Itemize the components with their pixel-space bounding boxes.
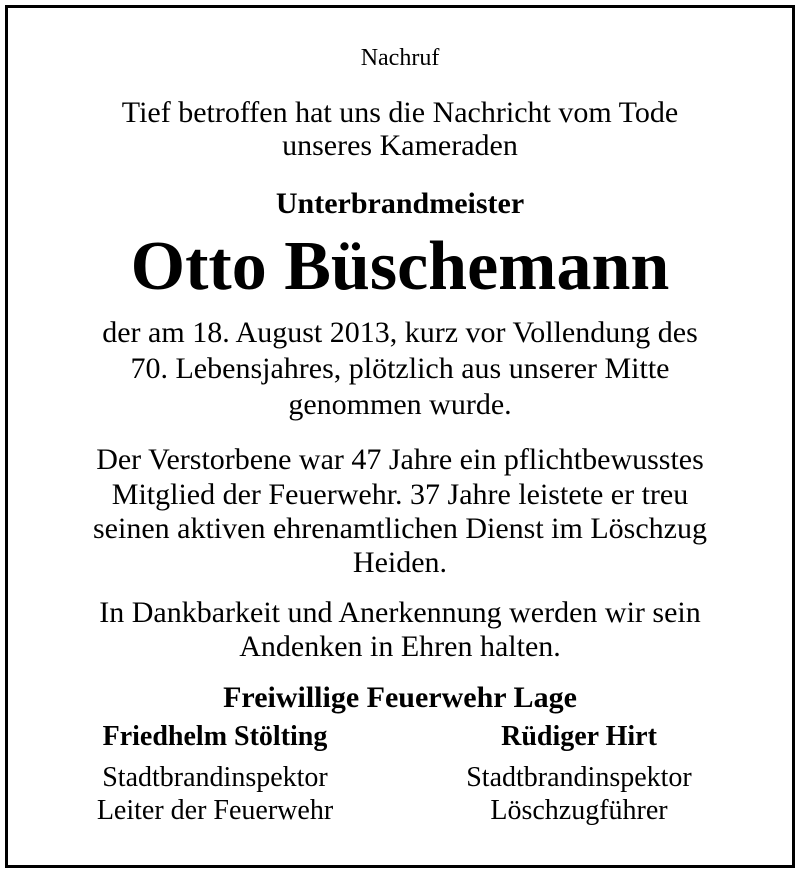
signatory-2-role: Löschzugführer bbox=[490, 795, 668, 826]
service-line-1: Der Verstorbene war 47 Jahre ein pflichtbewusstes bbox=[96, 443, 704, 476]
intro-line-2: unseres Kameraden bbox=[282, 129, 518, 162]
intro-line-1: Tief betroffen hat uns die Nachricht vom Tode bbox=[121, 96, 679, 129]
closing-line-1: In Dankbarkeit und Anerkennung werden wir sein bbox=[99, 596, 701, 629]
service-line-2: Mitglied der Feuerwehr. 37 Jahre leistete er treu bbox=[111, 478, 689, 511]
closing-line-2: Andenken in Ehren halten. bbox=[239, 630, 561, 663]
signatory-2-title: Stadtbrandinspektor bbox=[466, 762, 692, 793]
death-line-1: der am 18. August 2013, kurz vor Vollendung des bbox=[102, 316, 698, 349]
death-line-3: genommen wurde. bbox=[288, 388, 512, 421]
signatory-2-name: Rüdiger Hirt bbox=[501, 721, 657, 752]
deceased-name: Otto Büschemann bbox=[130, 228, 670, 305]
deceased-rank: Unterbrandmeister bbox=[275, 187, 525, 220]
service-line-3: seinen aktiven ehrenamtlichen Dienst im Löschzug bbox=[93, 512, 707, 545]
signatory-1-role: Leiter der Feuerwehr bbox=[96, 795, 334, 826]
service-line-4: Heiden. bbox=[352, 546, 448, 579]
signatory-1-name: Friedhelm Stölting bbox=[102, 721, 328, 752]
notice-heading: Nachruf bbox=[360, 45, 440, 71]
signatory-1-title: Stadtbrandinspektor bbox=[102, 762, 328, 793]
death-line-2: 70. Lebensjahres, plötzlich aus unserer Mitte bbox=[130, 352, 670, 385]
organization-name: Freiwillige Feuerwehr Lage bbox=[223, 681, 577, 714]
